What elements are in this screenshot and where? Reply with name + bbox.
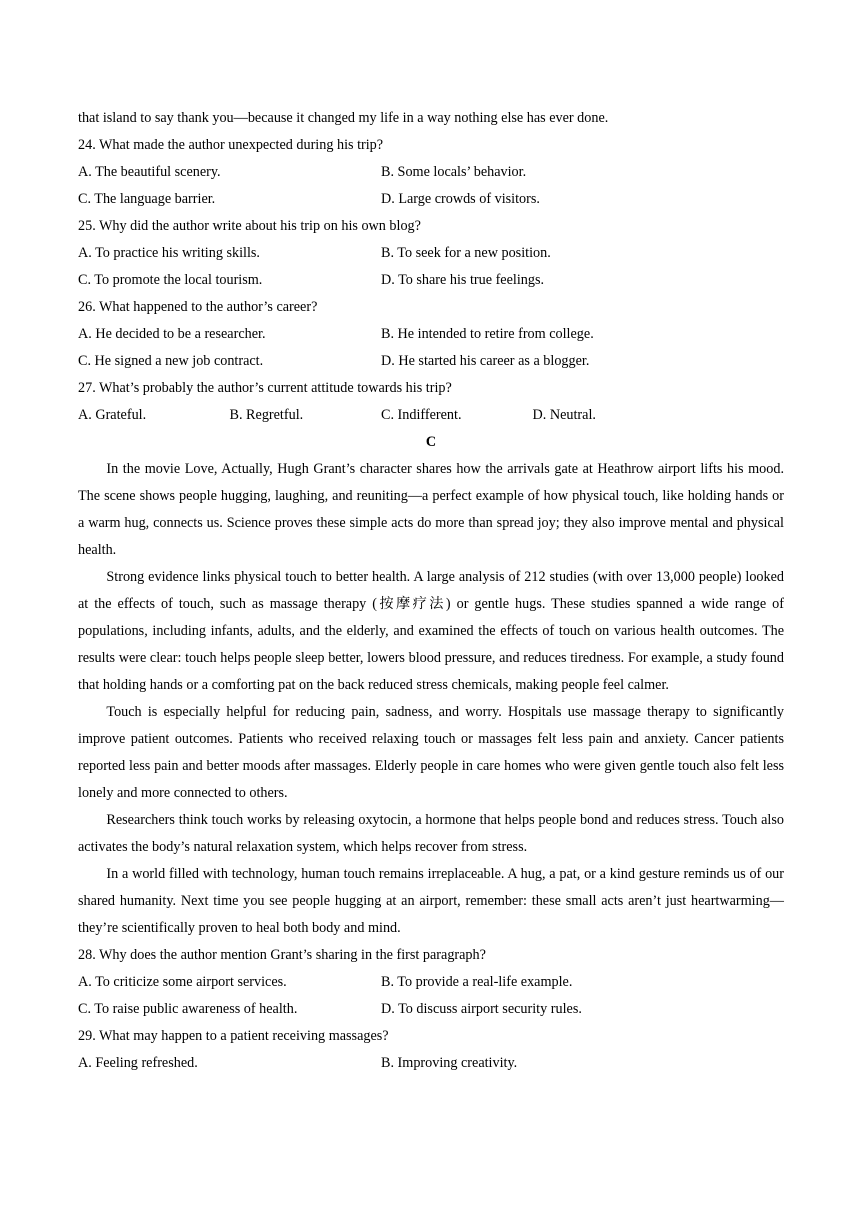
question-26-options-row-2 — [78, 348, 784, 375]
option: C. Indifferent. — [381, 407, 462, 423]
option: C. He signed a new job contract. — [78, 353, 264, 369]
option: A. The beautiful scenery. — [78, 164, 221, 180]
option: B. To seek for a new position. — [381, 245, 551, 261]
passage-c-paragraph-3: Touch is especially helpful for reducing pain, sadness, and worry. Hospitals use massage therapy to significantly improve patient outcomes. Patients who received relaxing touch or massages felt less pain and anxiety. Cancer patients reported less pain and better moods after massages. Elderly people in care homes who were given gentle touch also felt less lonely and more connected to others. — [78, 704, 784, 801]
option: C. To promote the local tourism. — [78, 272, 263, 288]
option: B. He intended to retire from college. — [381, 326, 594, 342]
section-c-title: C — [425, 434, 437, 450]
passage-c-paragraph-1: In the movie Love, Actually, Hugh Grant’s character shares how the arrivals gate at Heathrow airport lifts his mood. The scene shows people hugging, laughing, and reuniting—a perfect example of how physical touch, like holding hands or a warm hug, connects us. Science proves these simple acts do more than spread joy; they also improve mental and physical health. — [78, 461, 784, 558]
passage-c-paragraph-2: Strong evidence links physical touch to better health. A large analysis of 212 studies (with over 13,000 people) looked at the effects of touch, such as massage therapy (按摩疗法) or gentle hugs. These studies spanned a wide range of populations, including infants, adults, and the elderly, and examined the effects of touch on various health outcomes. The results were clear: touch helps people sleep better, lowers blood pressure, and reduces tiredness. For example, a study found that holding hands or a comforting pat on the back reduced stress chemicals, making people feel calmer. — [78, 569, 784, 693]
question-24-options-row-1 — [78, 159, 784, 186]
option: B. Regretful. — [229, 407, 304, 423]
option: B. Some locals’ behavior. — [381, 164, 527, 180]
option: A. Feeling refreshed. — [78, 1055, 198, 1071]
passage-c-paragraph-4: Researchers think touch works by releasing oxytocin, a hormone that helps people bond and reduces stress. Touch also activates the body’s natural relaxation system, which helps recover from stress. — [78, 812, 784, 855]
question-25: 25. Why did the author write about his trip on his own blog? — [78, 218, 421, 234]
option: D. Neutral. — [532, 407, 596, 423]
option: D. To discuss airport security rules. — [381, 1001, 582, 1017]
option: A. Grateful. — [78, 407, 147, 423]
option: C. The language barrier. — [78, 191, 216, 207]
option: A. To criticize some airport services. — [78, 974, 287, 990]
option: D. To share his true feelings. — [381, 272, 545, 288]
question-25-options-row-1 — [78, 240, 784, 267]
option: D. Large crowds of visitors. — [381, 191, 540, 207]
question-29-options-row-1 — [78, 1050, 784, 1077]
option: A. To practice his writing skills. — [78, 245, 260, 261]
question-25-options-row-2 — [78, 267, 784, 294]
question-26-options-row-1 — [78, 321, 784, 348]
question-24-options-row-2 — [78, 186, 784, 213]
option: C. To raise public awareness of health. — [78, 1001, 298, 1017]
option: A. He decided to be a researcher. — [78, 326, 266, 342]
question-26: 26. What happened to the author’s career? — [78, 299, 318, 315]
question-28-options-row-2 — [78, 996, 784, 1023]
question-27-options — [78, 402, 784, 429]
question-28: 28. Why does the author mention Grant’s sharing in the first paragraph? — [78, 947, 486, 963]
option: B. To provide a real-life example. — [381, 974, 573, 990]
option: B. Improving creativity. — [381, 1055, 518, 1071]
option: D. He started his career as a blogger. — [381, 353, 590, 369]
passage-c-paragraph-5: In a world filled with technology, human touch remains irreplaceable. A hug, a pat, or a kind gesture reminds us of our shared humanity. Next time you see people hugging at an airport, remember: these small acts aren’t just heartwarming—they’re scientifically proven to heal both body and mind. — [78, 866, 784, 936]
passage-b-tail: that island to say thank you—because it changed my life in a way nothing else has ever done. — [78, 110, 609, 126]
question-29: 29. What may happen to a patient receiving massages? — [78, 1028, 389, 1044]
question-27: 27. What’s probably the author’s current attitude towards his trip? — [78, 380, 452, 396]
question-28-options-row-1 — [78, 969, 784, 996]
question-24: 24. What made the author unexpected during his trip? — [78, 137, 384, 153]
document-page — [78, 105, 784, 1077]
